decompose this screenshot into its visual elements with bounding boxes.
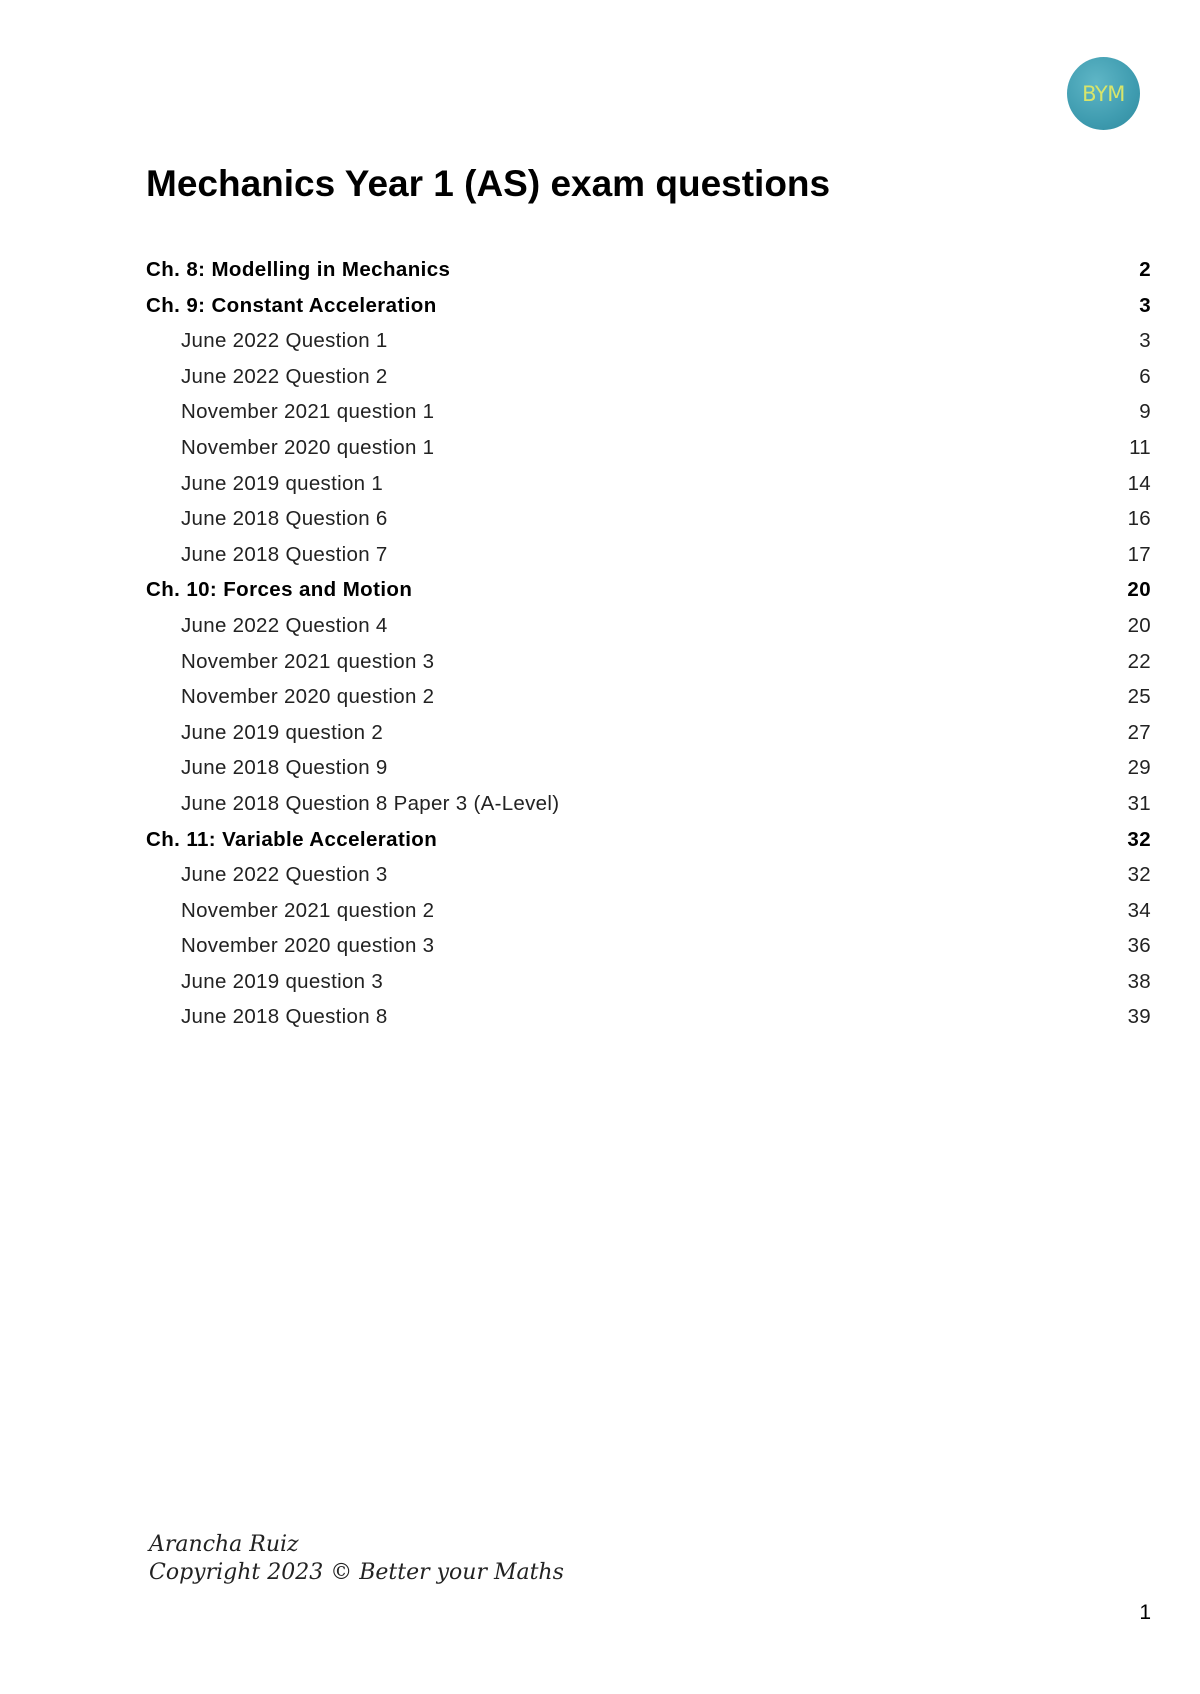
footer-author: Arancha Ruiz <box>149 1532 299 1557</box>
footer <box>149 1531 564 1587</box>
brand-logo-text: BYM <box>1082 81 1125 106</box>
toc-label: June 2018 Question 9 <box>181 756 388 780</box>
toc-page-number: 20 <box>1127 578 1151 602</box>
footer-copyright: Copyright 2023 © Better your Maths <box>149 1560 564 1585</box>
toc-page-number: 29 <box>1127 756 1151 780</box>
toc-label: June 2018 Question 8 <box>181 1005 388 1029</box>
toc-chapter-link[interactable] <box>146 822 1151 858</box>
toc-label: June 2018 Question 7 <box>181 542 388 566</box>
toc-label: Ch. 8: Modelling in Mechanics <box>146 258 451 281</box>
toc-entry-link[interactable] <box>146 608 1151 644</box>
toc-entry-link[interactable] <box>146 786 1151 822</box>
toc-chapter-link[interactable] <box>146 572 1151 608</box>
toc-entry-link[interactable] <box>146 964 1151 1000</box>
toc-label: November 2020 question 2 <box>181 685 435 709</box>
toc-entry-link[interactable] <box>146 466 1151 502</box>
toc-page-number: 38 <box>1127 969 1151 993</box>
toc-entry-link[interactable] <box>146 537 1151 573</box>
toc-chapter-link[interactable] <box>146 288 1151 324</box>
page-number: 1 <box>1139 1601 1151 1624</box>
toc-page-number: 9 <box>1139 400 1151 424</box>
toc-entry-link[interactable] <box>146 323 1151 359</box>
toc-chapter-link[interactable] <box>146 252 1151 288</box>
brand-logo <box>1067 57 1140 130</box>
toc-entry-link[interactable] <box>146 359 1151 395</box>
toc-page-number: 14 <box>1127 471 1151 495</box>
toc-label: November 2020 question 3 <box>181 934 435 958</box>
toc-page-number: 36 <box>1127 934 1151 958</box>
toc-label: June 2022 Question 4 <box>181 613 388 637</box>
toc-entry-link[interactable] <box>146 501 1151 537</box>
toc-page-number: 3 <box>1139 293 1151 317</box>
toc-label: Ch. 9: Constant Acceleration <box>146 293 437 317</box>
table-of-contents <box>146 252 1151 1035</box>
toc-page-number: 25 <box>1127 685 1151 709</box>
toc-label: June 2019 question 2 <box>181 720 384 744</box>
toc-label: June 2019 question 3 <box>181 969 384 993</box>
toc-label: November 2021 question 2 <box>181 898 435 922</box>
toc-page-number: 20 <box>1127 613 1151 637</box>
toc-entry-link[interactable] <box>146 750 1151 786</box>
toc-label: June 2018 Question 6 <box>181 507 388 531</box>
toc-label: November 2020 question 1 <box>181 435 435 459</box>
toc-entry-link[interactable] <box>146 394 1151 430</box>
toc-label: June 2022 Question 1 <box>181 329 388 353</box>
toc-label: June 2019 question 1 <box>181 471 384 495</box>
toc-page-number: 39 <box>1127 1005 1151 1029</box>
toc-page-number: 6 <box>1139 364 1151 388</box>
toc-page-number: 3 <box>1139 329 1151 353</box>
toc-page-number: 2 <box>1139 258 1151 281</box>
toc-page-number: 32 <box>1127 827 1151 851</box>
toc-page-number: 11 <box>1129 435 1151 459</box>
toc-entry-link[interactable] <box>146 999 1151 1035</box>
toc-label: Ch. 10: Forces and Motion <box>146 578 413 602</box>
toc-page-number: 34 <box>1127 898 1151 922</box>
toc-label: June 2018 Question 8 Paper 3 (A-Level) <box>181 791 560 815</box>
toc-label: June 2022 Question 3 <box>181 863 388 887</box>
toc-entry-link[interactable] <box>146 857 1151 893</box>
toc-entry-link[interactable] <box>146 430 1151 466</box>
toc-page-number: 16 <box>1127 507 1151 531</box>
toc-entry-link[interactable] <box>146 893 1151 929</box>
toc-label: November 2021 question 1 <box>181 400 435 424</box>
toc-page-number: 27 <box>1127 720 1151 744</box>
page-title: Mechanics Year 1 (AS) exam questions <box>146 163 831 204</box>
toc-page-number: 17 <box>1127 542 1151 566</box>
toc-page-number: 31 <box>1127 791 1151 815</box>
toc-page-number: 22 <box>1127 649 1151 673</box>
toc-label: November 2021 question 3 <box>181 649 435 673</box>
toc-label: June 2022 Question 2 <box>181 364 388 388</box>
toc-entry-link[interactable] <box>146 715 1151 751</box>
toc-entry-link[interactable] <box>146 928 1151 964</box>
toc-entry-link[interactable] <box>146 679 1151 715</box>
toc-label: Ch. 11: Variable Acceleration <box>146 827 438 851</box>
toc-page-number: 32 <box>1127 863 1151 887</box>
toc-entry-link[interactable] <box>146 644 1151 680</box>
